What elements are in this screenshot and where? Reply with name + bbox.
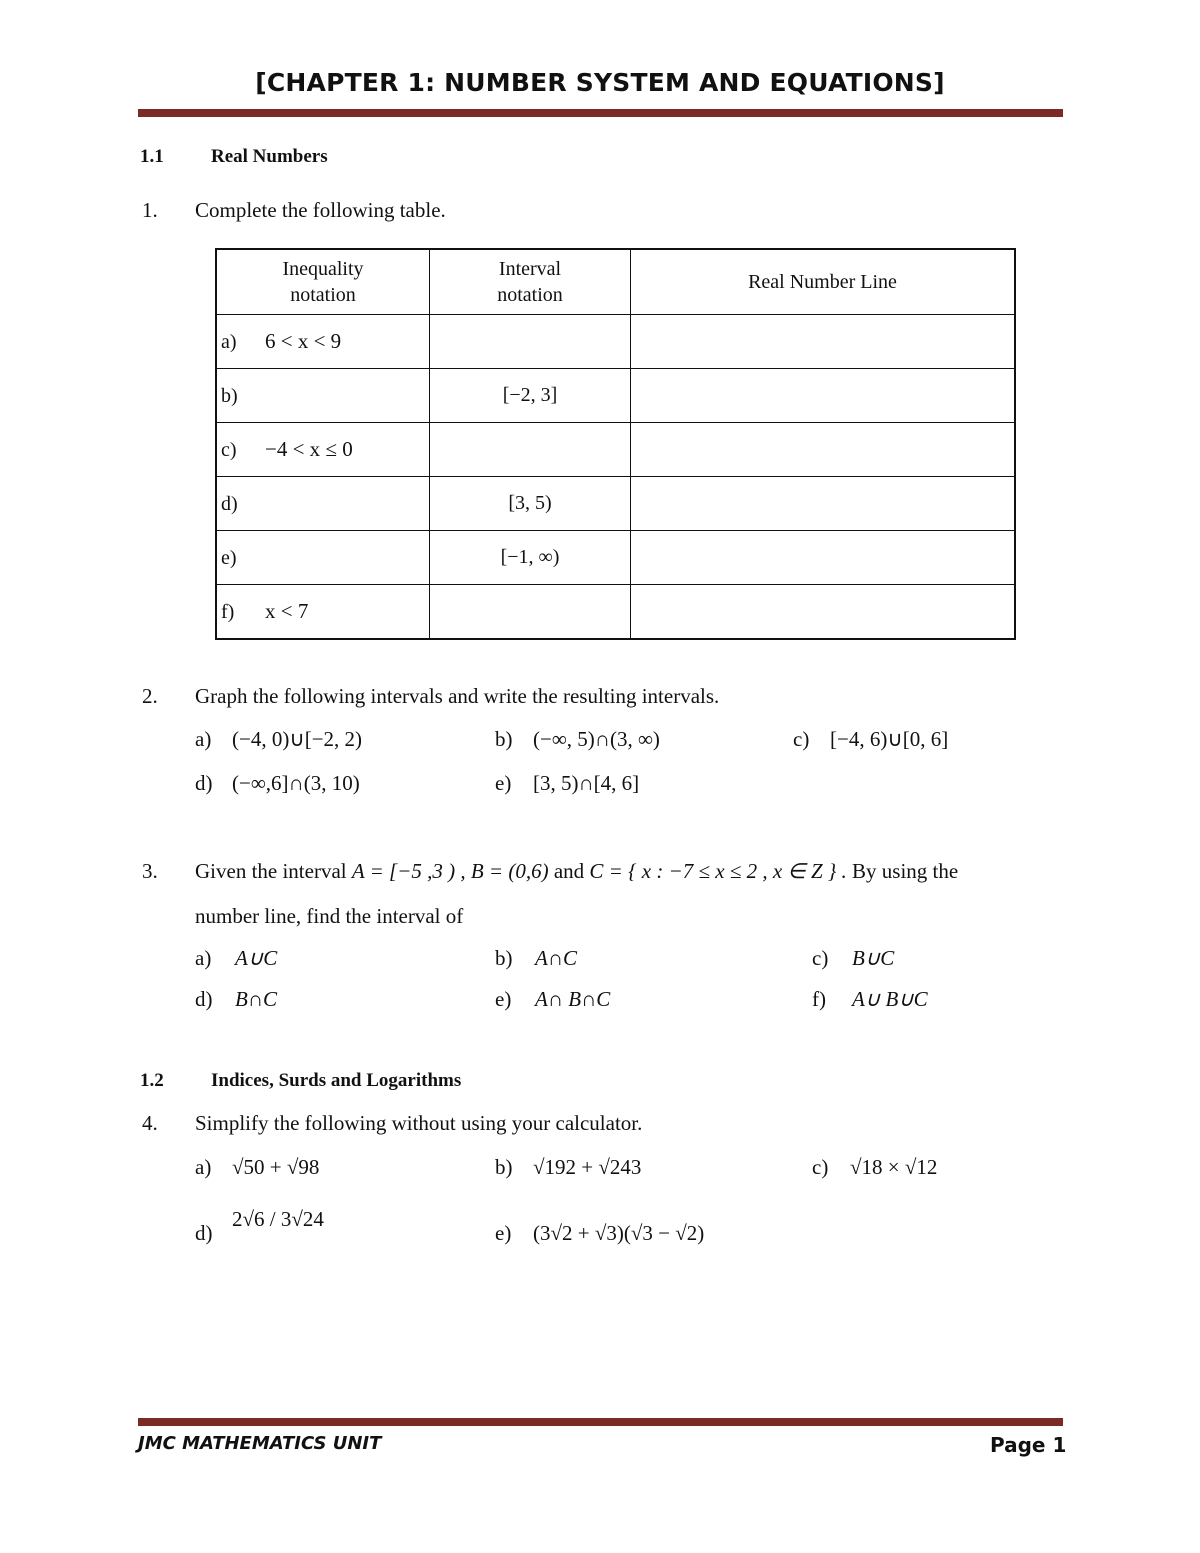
interval-expression: (−∞,6]∩(3, 10) <box>232 771 360 795</box>
interval-cell <box>430 423 631 477</box>
footer-unit: JMC MATHEMATICS UNIT <box>138 1433 382 1454</box>
item-label: b) <box>495 946 513 970</box>
table-row <box>216 477 1015 531</box>
section-number: 1.2 <box>140 1070 164 1091</box>
question-text: Graph the following intervals and write the resulting intervals. <box>195 684 720 708</box>
item-label: e) <box>495 771 512 795</box>
item-label: e) <box>495 1221 512 1245</box>
footer-rule <box>138 1418 1063 1426</box>
interval-table <box>215 248 1016 640</box>
table-row <box>216 585 1015 640</box>
item-label: d) <box>195 1221 213 1245</box>
item-label: a) <box>195 727 212 751</box>
row-label: e) <box>221 547 237 569</box>
table-row <box>216 423 1015 477</box>
table-row <box>216 315 1015 369</box>
item-label: c) <box>812 946 829 970</box>
inequality-cell: −4 < x ≤ 0 <box>265 437 353 461</box>
set-expression: A∪C <box>235 946 278 970</box>
item-label: d) <box>195 771 213 795</box>
row-label: c) <box>221 439 237 461</box>
number-line-cell <box>631 531 1016 585</box>
number-line-cell <box>631 315 1016 369</box>
interval-expression: [3, 5)∩[4, 6] <box>533 771 640 795</box>
interval-cell: [3, 5) <box>430 477 631 531</box>
item-label: a) <box>195 1155 212 1179</box>
table-header: Interval notation <box>430 249 631 315</box>
inequality-cell: x < 7 <box>265 599 309 623</box>
item-label: b) <box>495 727 513 751</box>
interval-cell: [−2, 3] <box>430 369 631 423</box>
inequality-cell: 6 < x < 9 <box>265 329 342 353</box>
interval-cell: [−1, ∞) <box>430 531 631 585</box>
number-line-cell <box>631 585 1016 640</box>
surd-fraction: 2√6 / 3√24 <box>232 1207 324 1231</box>
interval-cell <box>430 585 631 640</box>
table-row <box>216 369 1015 423</box>
number-line-cell <box>631 423 1016 477</box>
number-line-cell <box>631 477 1016 531</box>
section-title: Indices, Surds and Logarithms <box>211 1070 462 1091</box>
set-expression: A∩ B∩C <box>535 987 611 1011</box>
number-line-cell <box>631 369 1016 423</box>
question-text: Complete the following table. <box>195 198 446 222</box>
table-header: Inequality notation <box>216 249 430 315</box>
interval-expression: [−4, 6)∪[0, 6] <box>830 727 949 751</box>
interval-cell <box>430 315 631 369</box>
set-expression: B∪C <box>852 946 895 970</box>
item-label: b) <box>495 1155 513 1179</box>
header-rule <box>138 109 1063 117</box>
question-text: Given the interval A = [−5 ,3 ) , B = (0,6) and C = { x : −7 ≤ x ≤ 2 , x ∈ Z } . By using the <box>195 859 959 883</box>
set-expression: B∩C <box>235 987 277 1011</box>
table-header: Real Number Line <box>631 249 1016 315</box>
item-label: c) <box>793 727 810 751</box>
question-number: 2. <box>142 684 158 708</box>
item-label: c) <box>812 1155 829 1179</box>
item-label: a) <box>195 946 212 970</box>
surd-expression: (3√2 + √3)(√3 − √2) <box>533 1221 705 1245</box>
item-label: e) <box>495 987 512 1011</box>
set-b: B = (0,6) <box>470 859 549 883</box>
row-label: b) <box>221 385 238 407</box>
row-label: a) <box>221 331 237 353</box>
question-number: 3. <box>142 859 158 883</box>
interval-expression: (−∞, 5)∩(3, ∞) <box>533 727 660 751</box>
item-label: d) <box>195 987 213 1011</box>
table-row <box>216 531 1015 585</box>
set-expression: A∩C <box>535 946 577 970</box>
section-number: 1.1 <box>140 146 164 167</box>
set-c: C = { x : −7 ≤ x ≤ 2 , x ∈ Z } . <box>589 859 847 883</box>
surd-expression: √50 + √98 <box>232 1155 320 1179</box>
section-title: Real Numbers <box>211 146 328 167</box>
question-text-continued: number line, find the interval of <box>195 904 464 928</box>
row-label: f) <box>221 601 235 623</box>
question-number: 1. <box>142 198 158 222</box>
question-text: Simplify the following without using your calculator. <box>195 1111 643 1135</box>
set-a: A = [−5 ,3 ) , <box>351 859 466 883</box>
interval-expression: (−4, 0)∪[−2, 2) <box>232 727 363 751</box>
set-expression: A∪ B∪C <box>852 987 928 1011</box>
surd-expression: √18 × √12 <box>850 1155 938 1179</box>
page-number: Page 1 <box>990 1433 1067 1457</box>
row-label: d) <box>221 493 238 515</box>
question-number: 4. <box>142 1111 158 1135</box>
item-label: f) <box>812 987 826 1011</box>
page-title: [CHAPTER 1: NUMBER SYSTEM AND EQUATIONS] <box>255 68 945 97</box>
surd-expression: √192 + √243 <box>533 1155 642 1179</box>
